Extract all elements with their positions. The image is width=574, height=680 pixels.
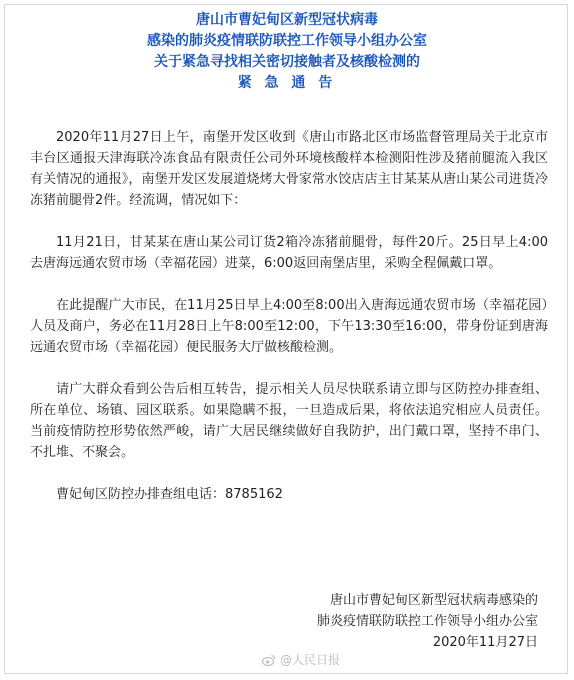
signature-line-1: 唐山市曹妃甸区新型冠状病毒感染的 [329,593,538,608]
title-line-3: 关于紧急寻找相关密切接触者及核酸检测的 [154,54,420,70]
watermark [262,651,340,668]
title-line-1: 唐山市曹妃甸区新型冠状病毒 [196,12,378,28]
signature-line-2: 肺炎疫情联防联控工作领导小组办公室 [316,614,538,629]
paragraph-reminder: 在此提醒广大市民，在11月25日早上4:00至8:00出入唐海远通农贸市场（幸福花园）人员及商户，务必在11月28日上午8:00至12:00，下午13:30至16:00，带身份证到唐海远通农贸市场（幸福花园）便民服务大厅做核酸检测。 [30,298,548,355]
signature-date: 2020年11月27日 [432,635,538,650]
notice-body [30,127,548,526]
paragraph-timeline: 11月21日，甘某某在唐山某公司订货2箱冷冻猪前腿骨，每件20斤。25日早上4:00去唐海远通农贸市场（幸福花园）进菜，6:00返回南堡店里，采购全程佩戴口罩。 [30,235,548,271]
paragraph-appeal: 请广大群众看到公告后相互转告，提示相关人员尽快联系请立即与区防控办排查组、所在单位、场镇、园区联系。如果隐瞒不报，一旦造成后果，将依法追究相应人员责任。当前疫情防控形势依然严峻，请广大居民继续做好自我防护，出门戴口罩，坚持不串门、不扎堆、不聚会。 [30,382,548,460]
watermark-text: @人民日报 [280,653,341,667]
weibo-icon [262,654,276,666]
notice-title [0,10,574,94]
paragraph-phone: 曹妃甸区防控办排查组电话：8785162 [56,487,283,502]
title-line-4: 紧 急 通 告 [237,75,337,91]
title-line-2: 感染的肺炎疫情联防联控工作领导小组办公室 [147,33,427,49]
signature-block [317,590,538,653]
paragraph-intro: 2020年11月27日上午，南堡开发区收到《唐山市路北区市场监督管理局关于北京市丰台区通报天津海联冷冻食品有限责任公司外环境核酸样本检测阳性涉及猪前腿流入我区有关情况的通报》，南堡开发区发展道烧烤大骨家常水饺店店主甘某某从唐山某公司进货冷冻猪前腿骨2件。经流调，情况如下： [30,130,548,208]
